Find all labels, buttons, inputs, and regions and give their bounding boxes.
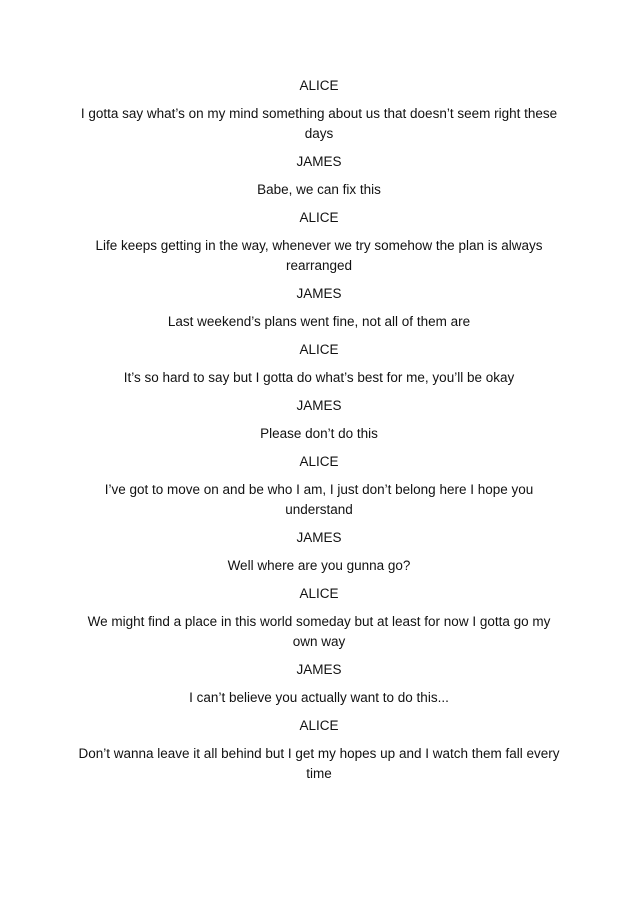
speaker-name: JAMES bbox=[296, 154, 342, 169]
dialogue-block bbox=[0, 76, 638, 144]
dialogue-block bbox=[0, 528, 638, 576]
speaker-name: ALICE bbox=[299, 342, 339, 357]
dialogue-block bbox=[0, 716, 638, 784]
speaker-name: JAMES bbox=[296, 398, 342, 413]
dialogue-line: I’ve got to move on and be who I am, I just don’t belong here I hope you understand bbox=[104, 482, 534, 517]
dialogue-block bbox=[0, 452, 638, 520]
dialogue-block bbox=[0, 660, 638, 708]
dialogue-line: Don’t wanna leave it all behind but I get my hopes up and I watch them fall every time bbox=[78, 746, 560, 781]
dialogue-line: Well where are you gunna go? bbox=[227, 558, 411, 573]
dialogue-line: We might find a place in this world someday but at least for now I gotta go my own way bbox=[87, 614, 551, 649]
speaker-name: JAMES bbox=[296, 530, 342, 545]
speaker-name: ALICE bbox=[299, 586, 339, 601]
dialogue-line: I can’t believe you actually want to do this... bbox=[189, 690, 449, 705]
script-page bbox=[0, 76, 638, 792]
dialogue-block bbox=[0, 152, 638, 200]
dialogue-line: Last weekend’s plans went fine, not all of them are bbox=[167, 314, 471, 329]
speaker-name: ALICE bbox=[299, 718, 339, 733]
dialogue-line: I gotta say what’s on my mind something about us that doesn’t seem right these days bbox=[80, 106, 558, 141]
speaker-name: ALICE bbox=[299, 454, 339, 469]
speaker-name: JAMES bbox=[296, 286, 342, 301]
speaker-name: ALICE bbox=[299, 210, 339, 225]
dialogue-block bbox=[0, 284, 638, 332]
dialogue-line: Please don’t do this bbox=[260, 426, 378, 441]
dialogue-line: Life keeps getting in the way, whenever we try somehow the plan is always rearranged bbox=[95, 238, 543, 273]
speaker-name: ALICE bbox=[299, 78, 339, 93]
speaker-name: JAMES bbox=[296, 662, 342, 677]
dialogue-block bbox=[0, 208, 638, 276]
dialogue-block bbox=[0, 396, 638, 444]
dialogue-block bbox=[0, 340, 638, 388]
dialogue-line: It’s so hard to say but I gotta do what’s best for me, you’ll be okay bbox=[123, 370, 515, 385]
dialogue-block bbox=[0, 584, 638, 652]
dialogue-line: Babe, we can fix this bbox=[257, 182, 381, 197]
